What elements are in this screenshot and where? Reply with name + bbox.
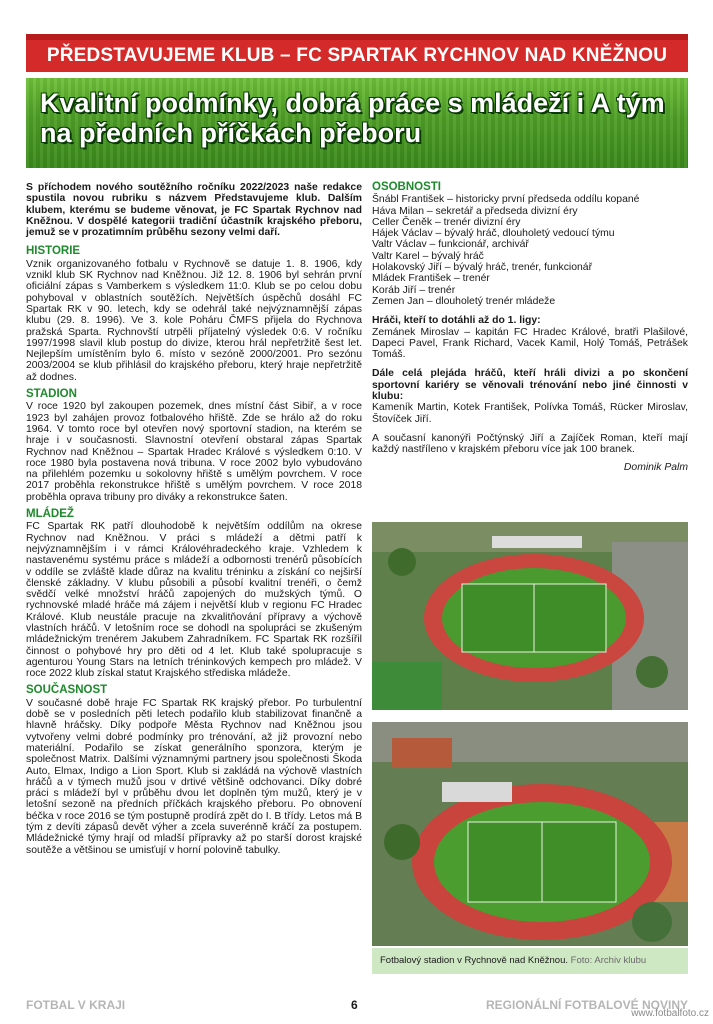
stadium-photo-aerial-1: [372, 522, 688, 710]
list-item: Holakovský Jiří – bývalý hráč, trenér, funkcionář: [372, 262, 593, 274]
caption-credit: Foto: Archiv klubu: [570, 955, 647, 966]
author-signature: Dominik Palm: [623, 461, 688, 473]
section-title-historie: HISTORIE: [26, 245, 81, 258]
list-item: Zemen Jan – dlouholetý trenér mládeže: [372, 295, 556, 307]
stadium-photo-aerial-2: [372, 722, 688, 946]
list-item: Mládek František – trenér: [372, 273, 490, 285]
section-text-stadion: V roce 1920 byl zakoupen pozemek, dnes místní část Sibiř, a v roce 1923 byl zahájen provoz fotbalového hřiště. Zde se hrálo až do roku 1964. V tomto roce byl otevřen nový sportovní stadion, na kterém se hraje i v současnosti. Slavnostní otevření obstaral zápas Spartak Rychnov nad Kněžnou – Spartak Hradec Králové s výsledkem 0:10. V roce 1980 byla postavena nová tribuna. V roce 2002 bylo vybudováno na přilehlém pozemku u sokolovny hřiště s umělým povrchem. V roce 2017 proběhla rekonstrukce hřiště s umělým povrchem. V roce 2018 proběhla oprava tribuny pro diváky a rekonstrukce šaten.: [26, 401, 362, 503]
section-title-stadion: STADION: [26, 388, 77, 401]
section-title-mladez: MLÁDEŽ: [26, 508, 74, 521]
article-headline: Kvalitní podmínky, dobrá práce s mládeží i A tým na předních příčkách přeboru: [40, 88, 665, 148]
list-item: Šnábl František – historicky první předseda oddílu kopané: [372, 194, 640, 206]
list-item: Háva Milan – sekretář a předseda divizní éry: [372, 205, 578, 217]
section-banner: PŘEDSTAVUJEME KLUB – FC SPARTAK RYCHNOV NAD KNĚŽNOU: [26, 40, 688, 72]
ligovi-text: Zemánek Miroslav – kapitán FC Hradec Králové, bratři Plašilové, Dapeci Pavel, Frank Richard, Vacek Kamil, Holý Tomáš, Petrášek Tomáš.: [372, 326, 688, 361]
left-column: [26, 182, 362, 860]
watermark: www.fotbalfoto.cz: [631, 1008, 709, 1019]
caption-text: Fotbalový stadion v Rychnově nad Kněžnou.: [380, 955, 569, 966]
ligovi-title: Hráči, kteří to dotáhli až do 1. ligy:: [372, 315, 541, 327]
article-intro: S příchodem nového soutěžního ročníku 2022/2023 naše redakce spustila novou rubriku s názvem Představujeme klub. Dalším klubem, kterému se budeme věnovat, je FC Spartak Rychnov nad Kněžnou. V dospělé kategorii tradiční účastník krajského přeboru, jemuž se v prozatimním průběhu sezony velmi daří.: [26, 182, 362, 239]
headline-background: [26, 78, 688, 168]
photo-caption: [372, 948, 688, 974]
page-number: 6: [351, 998, 358, 1012]
section-text-mladez: FC Spartak RK patří dlouhodobě k největším oddílům na okrese Rychnov nad Kněžnou. V práci s mládeží a dětmi patří k nejvýznamnějším i v rámci Královéhradeckého kraje. Vzhledem k nastavenému systému práce s mládeží a odbornosti trenérů působících v oddíle se zvláště klade důraz na kvalitu tréninku a získání co nejširší členské základny. V klubu působili a působí kvalitní trenéři, o čemž svědčí velké množství hráčů zapojených do mužských týmů. O rychnovské mladé hráče má zájem i největší klub v regionu FC Hradec Králové. Klub neustále pracuje na zkvalitňování přípravy a výchově vlastních hráčů. V letošním roce se dohodl na spolupráci se zkušeným mládežnickým trenérem Jakubem Zahradníkem. FC Spartak RK rozšířil činnost o pohybové hry pro děti od 4 let. Klub také spolupracuje s agenturou Young Stars na letních tréninkových kempech pro mládež. V roce 2022 klub získal statut Krajského střediska mládeže.: [26, 521, 362, 680]
page-footer: [26, 996, 688, 1018]
list-item: Celler Čeněk – trenér divizní éry: [372, 216, 521, 228]
list-item: Hájek Václav – bývalý hráč, dlouholetý vedoucí týmu: [372, 228, 615, 240]
list-item: Valtr Václav – funkcionář, archivář: [372, 239, 529, 251]
footer-right: REGIONÁLNÍ FOTBALOVÉ NOVINY: [485, 998, 688, 1012]
section-title-osobnosti: OSOBNOSTI: [372, 181, 442, 193]
treneri-text: Kameník Martin, Kotek František, Polívka Tomáš, Rücker Miroslav, Štovíček Jiří.: [372, 402, 688, 425]
treneri-title: Dále celá plejáda hráčů, kteří hráli divizi a po skončení sportovní kariéry se věnovali trénování nebo jiné činnosti v klubu:: [372, 368, 688, 403]
list-item: Koráb Jiří – trenér: [372, 284, 456, 296]
list-item: Valtr Karel – bývalý hráč: [372, 250, 484, 262]
kanoniri-text: A současní kanonýři Počtýnský Jiří a Zajíček Roman, kteří mají každý nastříleno v krajském přeboru více jak 100 branek.: [372, 432, 688, 456]
footer-left: FOTBAL V KRAJI: [26, 998, 126, 1012]
osobnosti-list: [372, 194, 688, 307]
section-text-historie: Vznik organizovaného fotbalu v Rychnově se datuje 1. 8. 1906, kdy vznikl klub SK Rychnov nad Kněžnou. Již 12. 8. 1906 byl sehrán první oficiální zápas s Vamberkem s výsledkem 11:0. Klub se po celou dobu pohyboval v oblastních soutěžích. Největších úspěchů dosáhl FC Spartak RK v 90. letech, kdy se odehrál také nejvýznamnější zápas klubu (29. 8. 1996). Ve 3. kole Poháru ČMFS přijela do Rychnova pražská Sparta. Rychnovští utrpěli příjatelný výsledek 0:6. V ročníku 1997/1998 slavil klub postup do divize, kterou hrál nepřetržitě šest let. Nejlepším umístěním bylo 6. místo v sezóně 2000/2001. Pro sezónu 2003/2004 se klub přihlásil do krajského přeboru, který hraje nepřetržitě až dodnes.: [26, 258, 362, 383]
section-title-soucasnost: SOUČASNOST: [26, 684, 108, 697]
section-text-soucasnost: V současné době hraje FC Spartak RK krajský přebor. Po turbulentní době se v posledních pěti letech podařilo klub stabilizovat finančně a hlavně hráčsky. Díky podpoře Města Rychnov nad Kněžnou jsou vytvořeny velmi dobré podmínky pro trénování, až již provozní nebo materiální. Podařilo se získat generálního sponzora, kterým je společnost Matrix. Dalšími významnými partnery jsou společnosti Škoda Auto, Elmax, Indigo a Lion Sport. Klub si zakládá na výchově vlastních hráčů a v týmech mužů jsou v drtivé většině odchovanci. Díky dobré práci s mládeží byl v průběhu dvou let doplněn tým mužů, který je v letošní sezoně na předních příčkách krajského přeboru. Po obnovení béčka v roce 2016 se tým postupně prodírá zpět do I. B třídy. Letos má B tým z devíti zápasů devět výher a zcela suverénně kráčí za postupem. Mládežnické týmy hrají od mladší přípravky až po starší dorost krajské soutěže a většinou se umisťují v horní polovině tabulky.: [26, 697, 362, 856]
right-column: [372, 182, 688, 473]
